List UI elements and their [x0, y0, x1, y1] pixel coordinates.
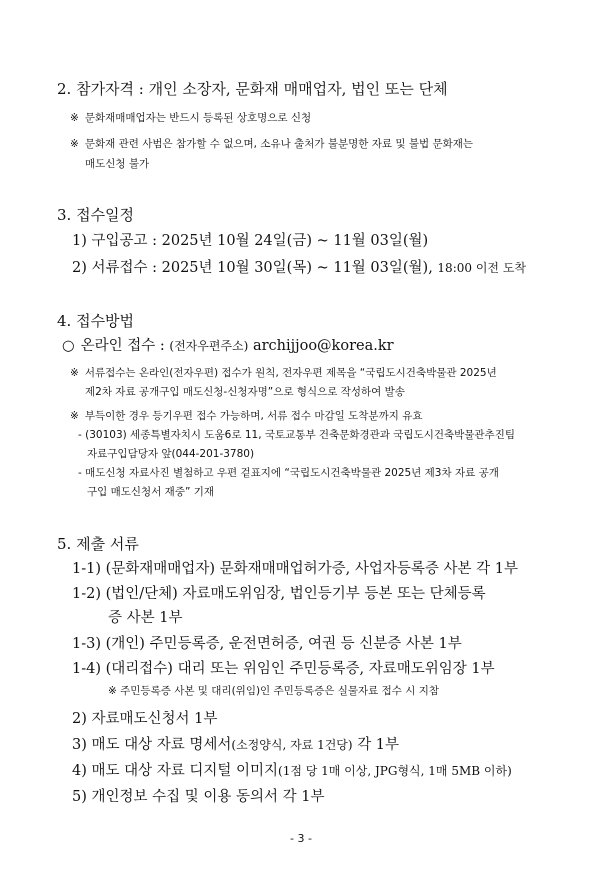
section4-note1: [70, 365, 497, 380]
mail-address-cont: 자료구입담당자 앞(044-201-3780): [87, 448, 255, 460]
online-submission: [62, 334, 394, 355]
section4-heading: 4. 접수방법: [57, 312, 135, 330]
section2-note1: [70, 110, 311, 125]
doc-item-3-detail: (소정양식, 자료 1건당): [231, 738, 353, 752]
note-text: 문화재 관련 사범은 참가할 수 없으며, 소유나 출처가 불분명한 자료 및 불법 문화재는: [84, 138, 474, 150]
section4-note2: [70, 408, 422, 423]
note-text: 서류접수는 온라인(전자우편) 접수가 원칙, 전자우편 제목을 “국립도시건축박물관 2025년: [84, 367, 497, 379]
note-text: 부득이한 경우 등기우편 접수 가능하며, 서류 접수 마감일 도착분까지 유효: [84, 410, 423, 422]
doc-item-1-4-note: ※ 주민등록증 사본 및 대리(위임)인 주민등록증은 실물자료 접수 시 지참: [108, 685, 440, 697]
reference-mark: ※: [70, 410, 79, 422]
schedule-item-2-main: 2) 서류접수 : 2025년 10월 30일(목) ~ 11월 03일(월),: [72, 260, 433, 276]
section2-heading: 2. 참가자격 : 개인 소장자, 문화재 매매업자, 법인 또는 단체: [57, 80, 448, 98]
doc-item-5: 5) 개인정보 수집 및 이용 동의서 각 1부: [72, 789, 325, 805]
page-number: - 3 -: [290, 832, 312, 845]
section2-note2: [70, 136, 473, 151]
doc-item-1-1: 1-1) (문화재매매업자) 문화재매매업허가증, 사업자등록증 사본 각 1부: [72, 561, 518, 577]
reference-mark: ※: [70, 367, 79, 379]
doc-item-1-2: 1-2) (법인/단체) 자료매도위임장, 법인등기부 등본 또는 단체등록: [72, 586, 486, 602]
doc-item-4-main: 4) 매도 대상 자료 디지털 이미지: [72, 763, 279, 779]
online-label: 온라인 접수 :: [80, 338, 165, 354]
mail-instruction-cont: 구입 매도신청서 재중” 기재: [87, 486, 215, 498]
schedule-item-1: 1) 구입공고 : 2025년 10월 24일(금) ~ 11월 03일(월): [72, 233, 429, 249]
online-email: archijjoo@korea.kr: [252, 338, 394, 354]
doc-item-1-2-cont: 증 사본 1부: [108, 610, 183, 626]
doc-item-4: [72, 759, 512, 780]
mail-instruction: - 매도신청 자료사진 별첨하고 우편 겉표지에 “국립도시건축박물관 2025년 제3차 자료 공개: [78, 467, 499, 479]
schedule-item-2: [72, 256, 526, 277]
section5-heading: 5. 제출 서류: [57, 535, 139, 553]
reference-mark: ※: [70, 138, 79, 150]
doc-item-3-main: 3) 매도 대상 자료 명세서: [72, 737, 232, 753]
doc-item-1-3: 1-3) (개인) 주민등록증, 운전면허증, 여권 등 신분증 사본 1부: [72, 636, 462, 652]
section4-note1-cont: 제2차 자료 공개구입 매도신청-신청자명”으로 형식으로 작성하여 발송: [85, 386, 405, 398]
doc-item-3-count: 각 1부: [357, 737, 400, 753]
mail-address: - (30103) 세종특별자치시 도움6로 11, 국토교통부 건축문화경관과 국립도시건축박물관추진팀: [78, 429, 515, 441]
circle-bullet-icon: ○: [62, 338, 75, 354]
doc-item-2: 2) 자료매도신청서 1부: [72, 711, 218, 727]
online-email-caption: (전자우편주소): [169, 339, 249, 353]
doc-item-3: [72, 733, 399, 754]
section3-heading: 3. 접수일정: [57, 206, 135, 224]
doc-item-4-detail: (1점 당 1매 이상, JPG형식, 1매 5MB 이하): [278, 764, 512, 778]
note-text: 문화재매매업자는 반드시 등록된 상호명으로 신청: [84, 112, 312, 124]
section2-note2-cont: 매도신청 불가: [85, 158, 150, 170]
doc-item-1-4: 1-4) (대리접수) 대리 또는 위임인 주민등록증, 자료매도위임장 1부: [72, 661, 495, 677]
schedule-item-2-deadline: 18:00 이전 도착: [437, 261, 527, 275]
reference-mark: ※: [70, 112, 79, 124]
